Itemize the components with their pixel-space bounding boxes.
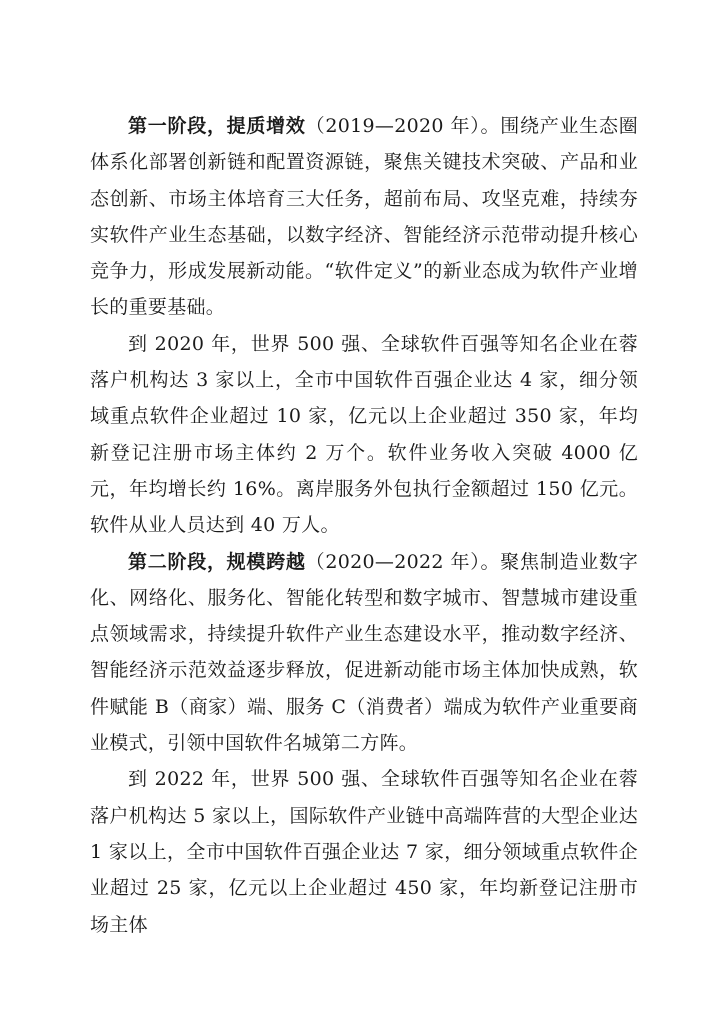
paragraph-stage-two <box>90 544 638 762</box>
targets-2022-text: 到 2022 年，世界 500 强、全球软件百强等知名企业在蓉落户机构达 5 家以上，国际软件产业链中高端阵营的大型企业达 1 家以上，全市中国软件百强企业达 7 家，细分领域重点软件企业超过 25 家，亿元以上企业超过 450 家，年均新登记注册市场主体 <box>90 768 638 936</box>
targets-2020-text: 到 2020 年，世界 500 强、全球软件百强等知名企业在蓉落户机构达 3 家以上，全市中国软件百强企业达 4 家，细分领域重点软件企业超过 10 家，亿元以上企业超过 350 家，年均新登记注册市场主体约 2 万个。软件业务收入突破 4000 亿元，年均增长约 16%。离岸服务外包执行金额超过 150 亿元。软件从业人员达到 40 万人。 <box>90 332 638 537</box>
document-body <box>90 108 638 943</box>
stage-two-heading: 第二阶段，规模跨越 <box>128 550 306 573</box>
stage-two-text: （2020—2022 年）。聚焦制造业数字化、网络化、服务化、智能化转型和数字城市、智慧城市建设重点领域需求，持续提升软件产业生态建设水平，推动数字经济、智能经济示范效益逐步释放，促进新动能市场主体加快成熟，软件赋能 B（商家）端、服务 C（消费者）端成为软件产业重要商业模式，引领中国软件名城第二方阵。 <box>90 550 638 755</box>
stage-one-heading: 第一阶段，提质增效 <box>128 115 306 137</box>
paragraph-2022-targets <box>90 761 638 942</box>
paragraph-2020-targets <box>90 326 638 544</box>
stage-one-text: （2019—2020 年）。围绕产业生态圈体系化部署创新链和配置资源链，聚焦关键技术突破、产品和业态创新、市场主体培育三大任务，超前布局、攻坚克难，持续夯实软件产业生态基础，以数字经济、智能经济示范带动提升核心竞争力，形成发展新动能。“软件定义”的新业态成为软件产业增长的重要基础。 <box>90 115 638 319</box>
paragraph-stage-one <box>90 108 638 326</box>
